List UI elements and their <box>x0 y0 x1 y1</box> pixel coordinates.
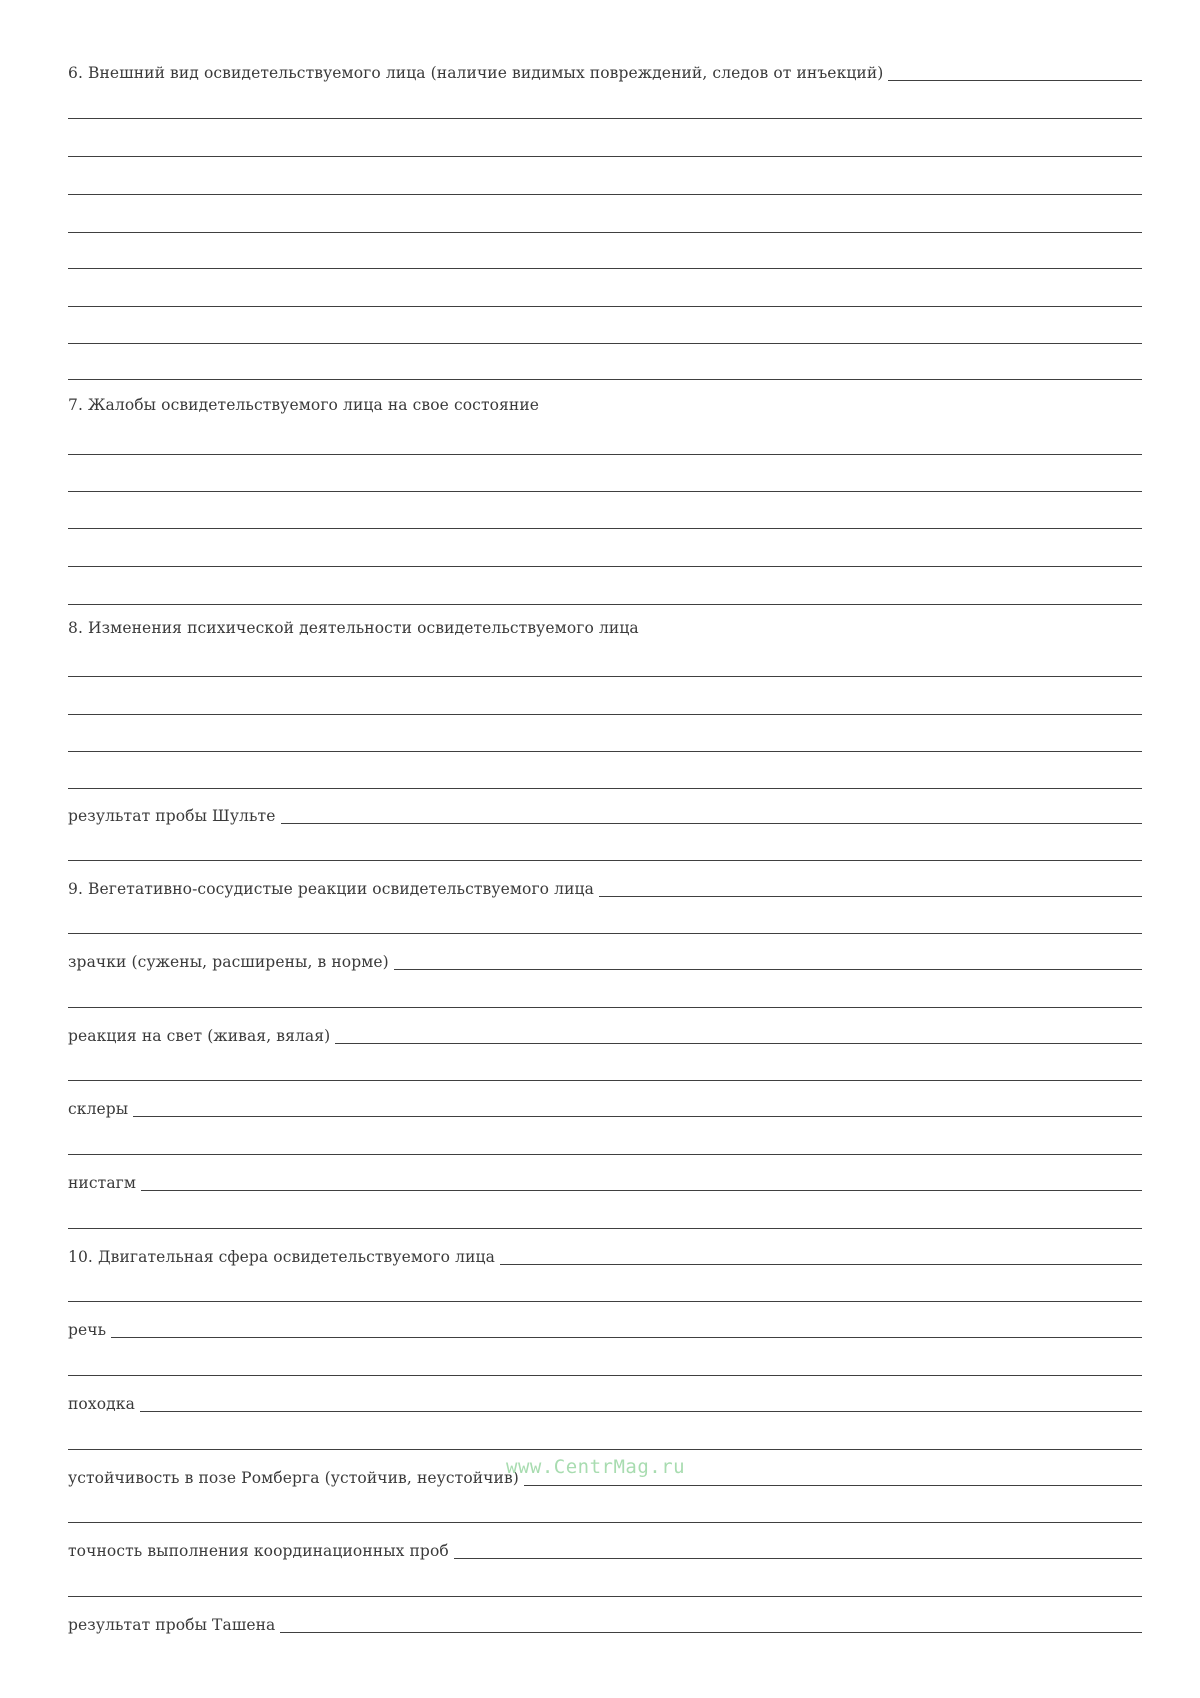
pupils-blank-line[interactable] <box>68 985 1142 1011</box>
section-8-blank-line[interactable] <box>68 654 1142 680</box>
pupils-label: зрачки (сужены, расширены, в норме) <box>68 953 389 971</box>
romberg-field[interactable] <box>524 1485 1142 1486</box>
nystagmus-label: нистагм <box>68 1174 137 1192</box>
coordination-row <box>68 1536 1142 1562</box>
light-reaction-blank-line[interactable] <box>68 1058 1142 1084</box>
section-6-blank-line[interactable] <box>68 321 1142 347</box>
section-6-blank-line[interactable] <box>68 172 1142 198</box>
section-8-row <box>68 613 1142 639</box>
gait-blank-line[interactable] <box>68 1427 1142 1453</box>
gait-row <box>68 1389 1142 1415</box>
section-6-blank-line[interactable] <box>68 284 1142 310</box>
section-7-label: 7. Жалобы освидетельствуемого лица на свое состояние <box>68 396 540 414</box>
section-6-field[interactable] <box>888 80 1142 81</box>
section-6-blank-line[interactable] <box>68 246 1142 272</box>
speech-blank-line[interactable] <box>68 1353 1142 1379</box>
romberg-blank-line[interactable] <box>68 1500 1142 1526</box>
section-6-blank-line[interactable] <box>68 210 1142 236</box>
section-10-row <box>68 1242 1142 1268</box>
section-7-blank-line[interactable] <box>68 432 1142 458</box>
gait-label: походка <box>68 1395 135 1413</box>
coordination-blank-line[interactable] <box>68 1574 1142 1600</box>
speech-label: речь <box>68 1321 107 1339</box>
section-10-blank-line[interactable] <box>68 1279 1142 1305</box>
schulte-field[interactable] <box>281 823 1143 824</box>
section-8-label: 8. Изменения психической деятельности освидетельствуемого лица <box>68 619 639 637</box>
light-reaction-label: реакция на свет (живая, вялая) <box>68 1027 331 1045</box>
section-9-blank-line[interactable] <box>68 911 1142 937</box>
section-7-row <box>68 390 1142 416</box>
section-9-row <box>68 874 1142 900</box>
section-6-label: 6. Внешний вид освидетельствуемого лица (наличие видимых повреждений, следов от инъекций) <box>68 64 884 82</box>
schulte-label: результат пробы Шульте <box>68 807 276 825</box>
sclera-blank-line[interactable] <box>68 1132 1142 1158</box>
section-9-label: 9. Вегетативно-сосудистые реакции освидетельствуемого лица <box>68 880 594 898</box>
schulte-blank-line[interactable] <box>68 838 1142 864</box>
section-6-blank-line[interactable] <box>68 96 1142 122</box>
sclera-field[interactable] <box>133 1116 1142 1117</box>
nystagmus-blank-line[interactable] <box>68 1206 1142 1232</box>
section-7-blank-line[interactable] <box>68 544 1142 570</box>
romberg-label: устойчивость в позе Ромберга (устойчив, неустойчив) <box>68 1469 519 1487</box>
nystagmus-field[interactable] <box>141 1190 1142 1191</box>
section-7-blank-line[interactable] <box>68 506 1142 532</box>
section-6-blank-line[interactable] <box>68 134 1142 160</box>
section-8-blank-line[interactable] <box>68 766 1142 792</box>
pupils-field[interactable] <box>394 969 1142 970</box>
section-8-blank-line[interactable] <box>68 729 1142 755</box>
schulte-row <box>68 801 1142 827</box>
tashen-field[interactable] <box>280 1632 1142 1633</box>
tashen-label: результат пробы Ташена <box>68 1616 276 1634</box>
speech-row <box>68 1315 1142 1341</box>
coordination-label: точность выполнения координационных проб <box>68 1542 449 1560</box>
section-10-field[interactable] <box>500 1264 1142 1265</box>
coordination-field[interactable] <box>454 1558 1142 1559</box>
section-9-field[interactable] <box>599 896 1142 897</box>
section-7-blank-line[interactable] <box>68 469 1142 495</box>
tashen-row <box>68 1610 1142 1636</box>
section-8-blank-line[interactable] <box>68 692 1142 718</box>
nystagmus-row <box>68 1168 1142 1194</box>
sclera-row <box>68 1094 1142 1120</box>
watermark-text: www.CentrMag.ru <box>506 1456 686 1478</box>
section-7-blank-line[interactable] <box>68 582 1142 608</box>
sclera-label: склеры <box>68 1100 129 1118</box>
gait-field[interactable] <box>140 1411 1142 1412</box>
light-reaction-row <box>68 1021 1142 1047</box>
section-10-label: 10. Двигательная сфера освидетельствуемого лица <box>68 1248 495 1266</box>
light-reaction-field[interactable] <box>335 1043 1142 1044</box>
pupils-row <box>68 947 1142 973</box>
section-6-row <box>68 58 1142 84</box>
section-6-blank-line[interactable] <box>68 357 1142 383</box>
speech-field[interactable] <box>111 1337 1142 1338</box>
